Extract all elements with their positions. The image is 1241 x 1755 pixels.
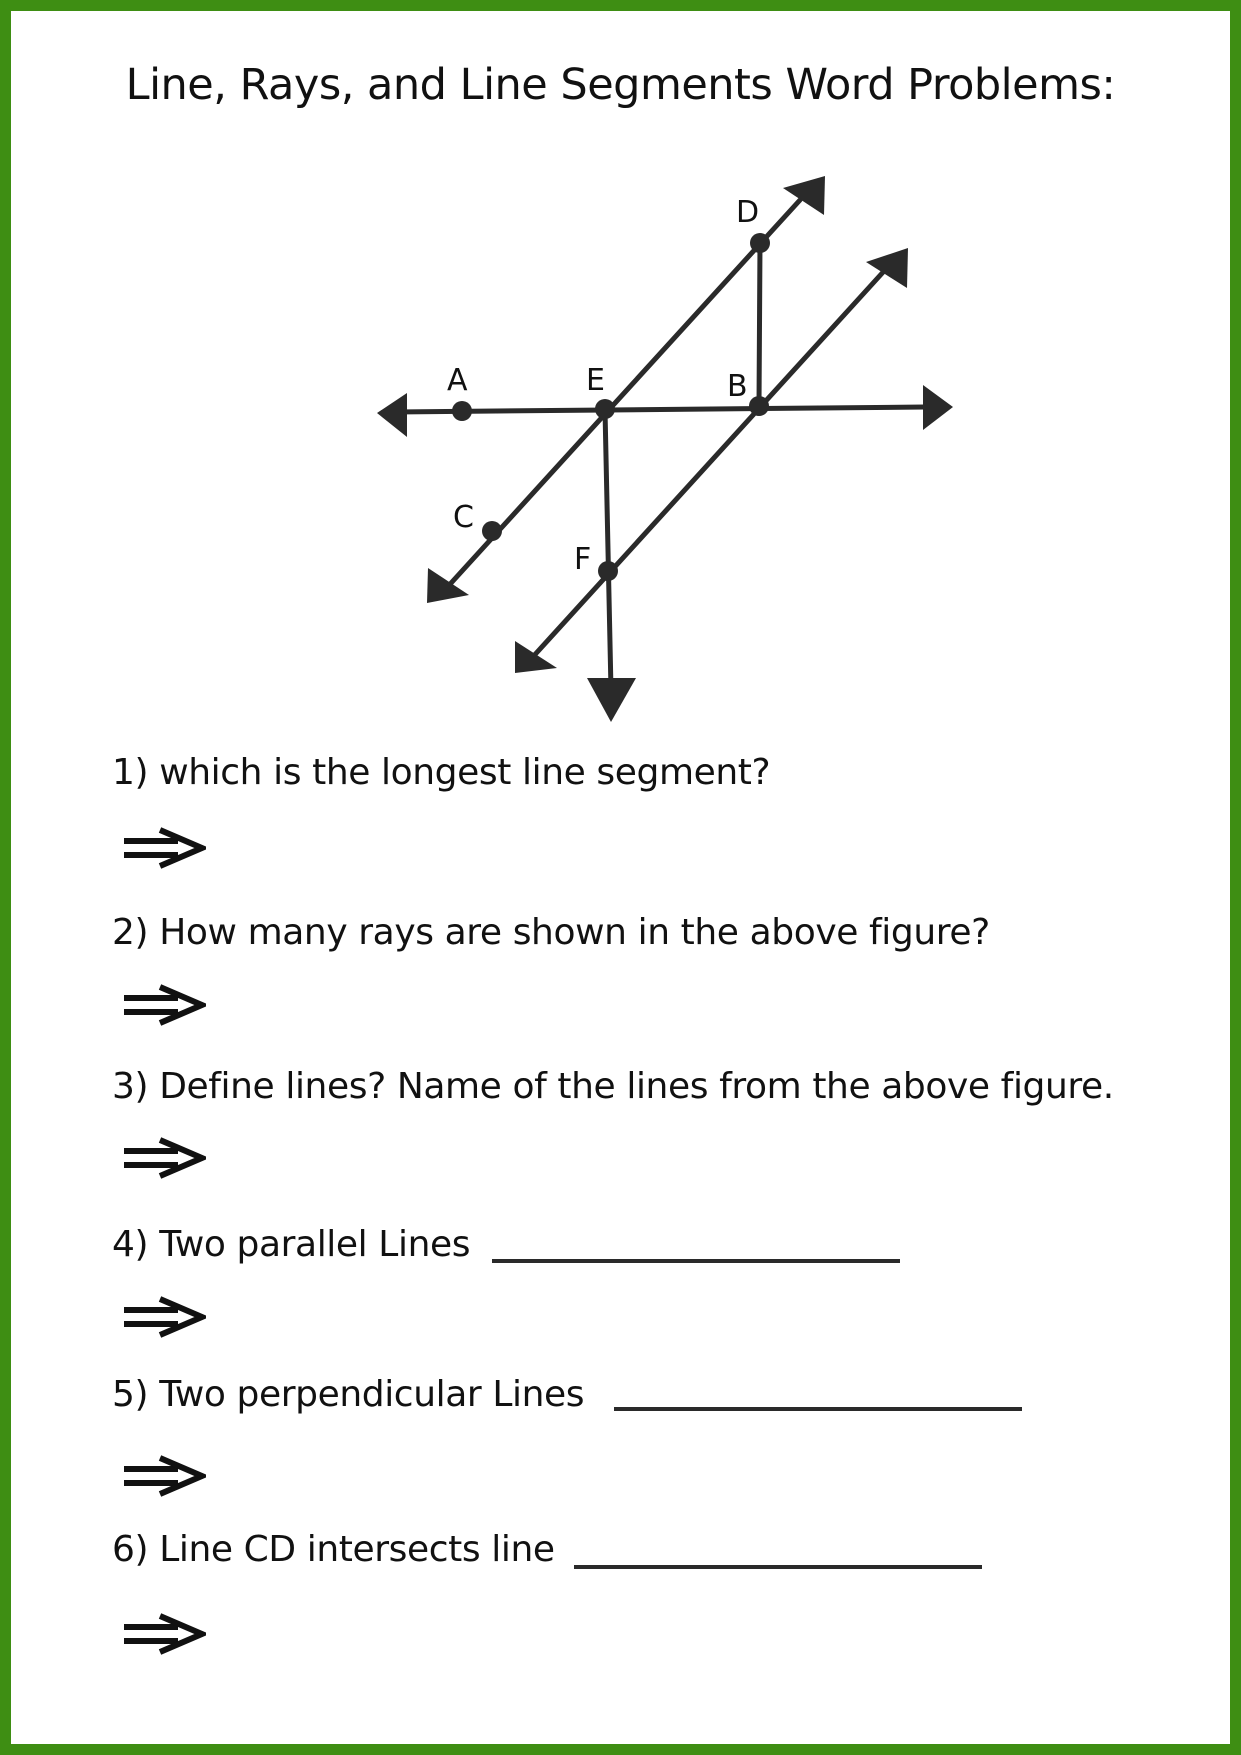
- arrowhead-left: [377, 393, 407, 437]
- point-c: [482, 521, 502, 541]
- geometry-figure: [0, 0, 1241, 760]
- question-6: 6) Line CD intersects line: [112, 1529, 555, 1570]
- point-a: [452, 401, 472, 421]
- label-d: D: [736, 195, 760, 230]
- answer-blank-5[interactable]: [614, 1407, 1022, 1411]
- arrowhead-right: [923, 385, 953, 430]
- double-arrow-right-icon: [122, 1136, 206, 1180]
- point-d: [750, 233, 770, 253]
- label-a: A: [447, 363, 468, 398]
- double-arrow-right-icon: [122, 826, 206, 870]
- double-arrow-right-icon: [122, 1612, 206, 1656]
- question-5: 5) Two perpendicular Lines: [112, 1374, 585, 1415]
- arrowhead-f-down: [515, 641, 557, 673]
- label-c: C: [453, 500, 474, 535]
- segment-db: [759, 243, 760, 405]
- double-arrow-right-icon: [122, 1454, 206, 1498]
- label-f: F: [574, 542, 592, 577]
- double-arrow-right-icon: [122, 983, 206, 1027]
- answer-blank-4[interactable]: [492, 1259, 900, 1263]
- ray-ef: [605, 410, 611, 690]
- point-e: [595, 399, 615, 419]
- question-4: 4) Two parallel Lines: [112, 1224, 471, 1265]
- double-arrow-right-icon: [122, 1295, 206, 1339]
- arrowhead-e-down: [587, 678, 636, 722]
- page-title: Line, Rays, and Line Segments Word Problems:: [125, 60, 1116, 110]
- label-b: B: [727, 369, 748, 404]
- answer-blank-6[interactable]: [574, 1565, 982, 1569]
- question-1: 1) which is the longest line segment?: [112, 752, 771, 793]
- point-f: [598, 561, 618, 581]
- question-2: 2) How many rays are shown in the above figure?: [112, 912, 990, 953]
- point-b: [749, 396, 769, 416]
- label-e: E: [586, 363, 605, 398]
- line-fb: [530, 270, 885, 660]
- line-horizontal: [395, 407, 925, 412]
- question-3: 3) Define lines? Name of the lines from the above figure.: [112, 1066, 1114, 1107]
